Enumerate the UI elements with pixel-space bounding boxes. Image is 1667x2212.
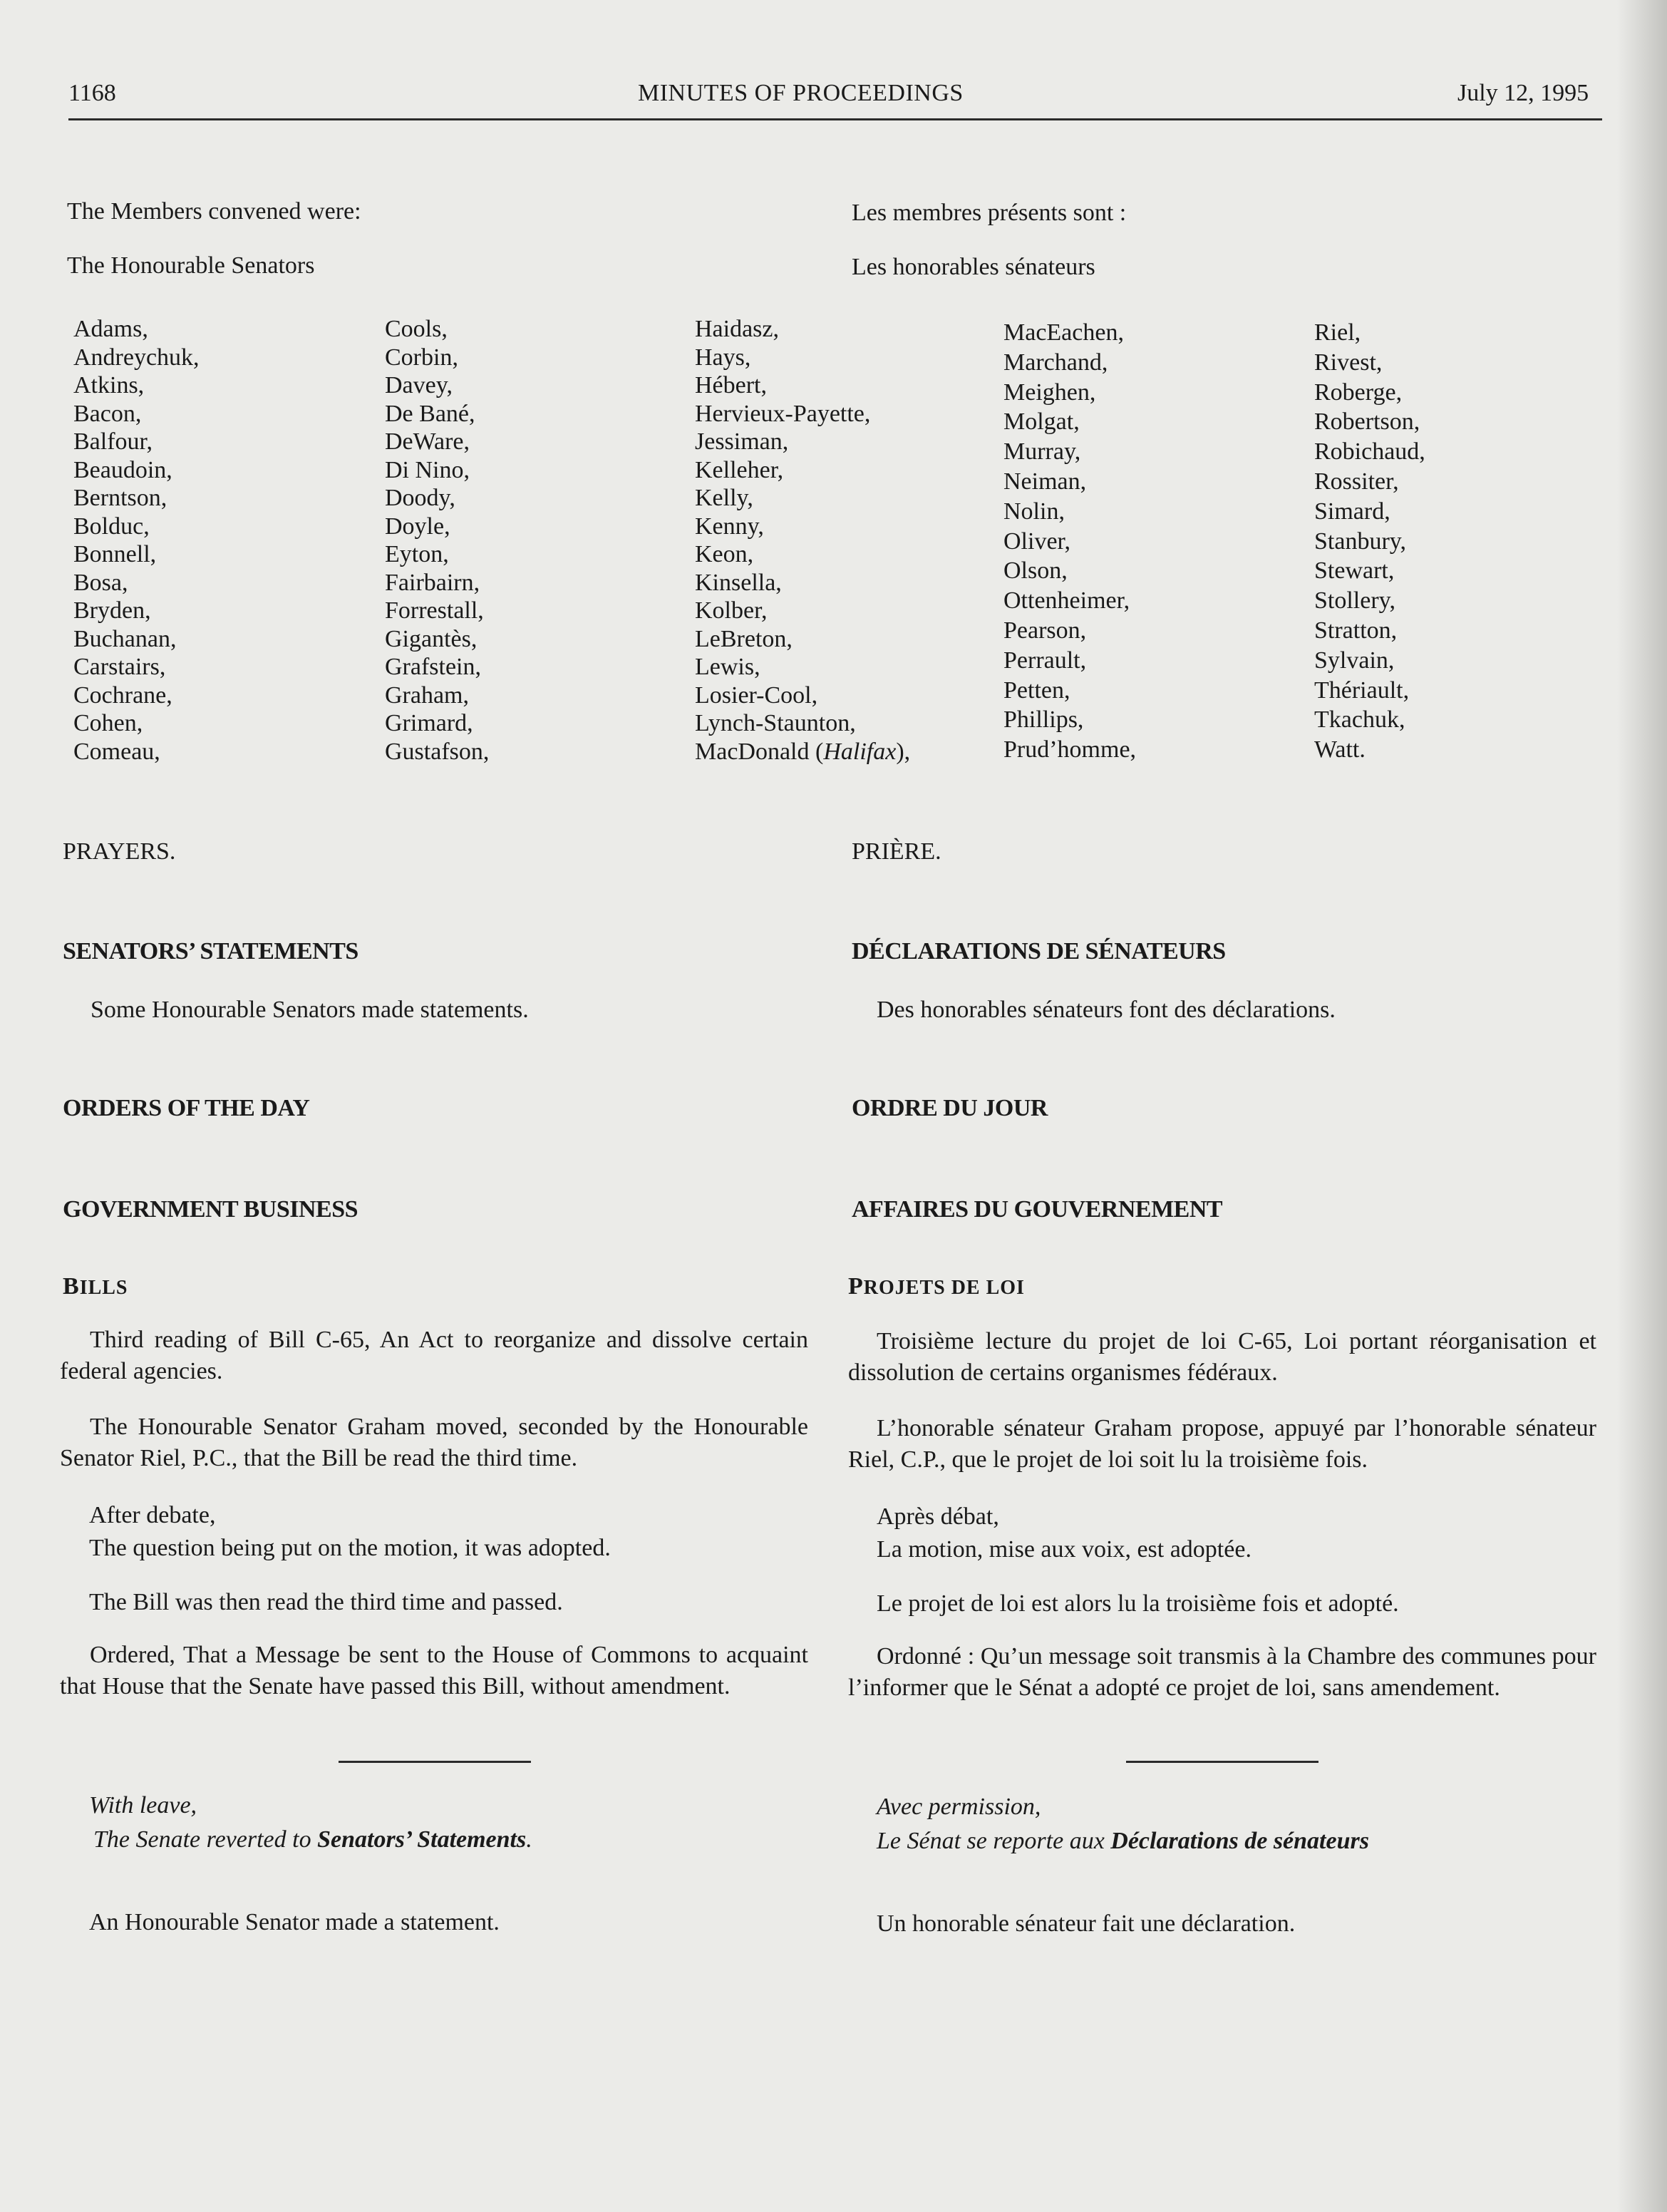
senator-name: Forrestall, [385,597,484,624]
senator-name: Cools, [385,316,448,342]
senator-name: Buchanan, [73,625,177,652]
senator-name: Cochrane, [73,681,172,709]
members-intro-en: The Members convened were: [67,198,361,225]
senator-names-column-1 [73,315,200,766]
senator-name: Doody, [385,485,455,511]
senator-name: Bosa, [73,569,128,596]
reverted-en-suffix: . [526,1826,532,1853]
government-heading-en: GOVERNMENT BUSINESS [63,1196,358,1223]
senator-name: Phillips, [1003,706,1084,734]
reverted-en [93,1826,532,1853]
senator-name: Gustafson, [385,738,490,765]
senator-name: Sylvain, [1314,647,1395,674]
senator-name: Kenny, [695,513,764,540]
senator-name: Hervieux-Payette, [695,400,871,427]
senator-name: Davey, [385,372,453,398]
senator-name: Bolduc, [73,513,150,540]
senator-names-column-2 [385,315,489,766]
question-adopted-fr: La motion, mise aux voix, est adoptée. [877,1536,1251,1563]
senator-name: Jessiman, [695,428,789,455]
senator-name: Kolber, [695,597,768,624]
senator-name: Riel, [1314,319,1361,346]
senator-name: Fairbairn, [385,569,480,596]
moved-fr: L’honorable sénateur Graham propose, appuyé par l’honorable sénateur Riel, C.P., que le projet de loi soit lu la troisième fois. [848,1415,1596,1473]
senator-name: Simard, [1314,498,1390,525]
senator-name: Kelleher, [695,456,784,483]
senator-name: Molgat, [1003,408,1080,436]
senator-name: Andreychuk, [73,344,200,371]
senator-names-column-4 [1003,318,1136,765]
reverted-fr-prefix: Le Sénat se reporte aux [877,1828,1111,1854]
senator-name: Bonnell, [73,541,157,567]
prayers-en: PRAYERS. [63,838,176,865]
running-date: July 12, 1995 [1457,80,1589,106]
with-leave-en: With leave, [89,1792,197,1819]
orders-heading-en: ORDERS OF THE DAY [63,1095,310,1121]
bill-passed-fr: Le projet de loi est alors lu la troisième fois et adopté. [877,1590,1399,1617]
senator-name: DeWare, [385,428,470,455]
senator-name: Bryden, [73,597,151,624]
statements-text-fr: Des honorables sénateurs font des déclarations. [877,997,1336,1023]
senator-name: Comeau, [73,738,160,765]
statements-heading-en: SENATORS’ STATEMENTS [63,938,358,964]
header-rule [68,118,1602,120]
senators-group-fr: Les honorables sénateurs [852,254,1095,280]
senator-names-column-3 [695,315,910,766]
senator-name: Thériault, [1314,677,1410,704]
senator-name: Kelly, [695,485,753,511]
orders-heading-fr: ORDRE DU JOUR [852,1095,1048,1121]
senators-group-en: The Honourable Senators [67,252,315,279]
reverted-en-prefix: The Senate reverted to [93,1826,318,1853]
senator-name: Hays, [695,344,751,371]
senator-name: De Bané, [385,400,475,427]
senator-name: Robertson, [1314,408,1420,436]
senator-statement-en: An Honourable Senator made a statement. [89,1909,500,1935]
senator-name: Murray, [1003,438,1081,465]
senator-name: Hébert, [695,372,768,398]
senator-name: Cohen, [73,710,143,736]
senator-name: Keon, [695,541,754,567]
running-title: MINUTES OF PROCEEDINGS [638,80,964,106]
senator-name: Perrault, [1003,647,1087,674]
reverted-fr [877,1828,1369,1855]
senator-name: Tkachuk, [1314,706,1405,734]
senator-name: Haidasz, [695,316,780,342]
senator-name: Stratton, [1314,617,1398,644]
senator-name: Lynch-Staunton, [695,710,856,736]
statements-heading-fr: DÉCLARATIONS DE SÉNATEURS [852,938,1226,964]
third-reading-en: Third reading of Bill C-65, An Act to reorganize and dissolve certain federal agencies. [60,1327,808,1384]
senator-name: MacEachen, [1003,319,1124,346]
senator-name: Di Nino, [385,456,470,483]
senator-name-halifax: MacDonald (Halifax), [695,738,911,765]
page-edge-shadow [1617,0,1667,2212]
senator-name: Carstairs, [73,654,166,680]
senator-name: Graham, [385,681,470,709]
senator-name: LeBreton, [695,625,793,652]
senator-name: Rivest, [1314,349,1383,376]
senator-name: Stewart, [1314,557,1395,585]
with-leave-fr: Avec permission, [877,1794,1041,1820]
section-divider-fr [1126,1761,1318,1763]
senator-name: Adams, [73,316,148,342]
senator-name: Petten, [1003,677,1070,704]
third-reading-fr: Troisième lecture du projet de loi C-65, Loi portant réorganisation et dissolution de certains organismes fédéraux. [848,1328,1596,1386]
reverted-fr-bold: Déclarations de sénateurs [1110,1828,1369,1854]
senator-name: Bacon, [73,400,142,427]
senator-name: Ottenheimer, [1003,587,1130,614]
senator-name: Berntson, [73,485,167,511]
senator-statement-fr: Un honorable sénateur fait une déclaration. [877,1910,1296,1937]
senator-name: Watt. [1314,736,1366,763]
senator-name: Robichaud, [1314,438,1425,465]
senator-name: Atkins, [73,372,145,398]
senator-name: Prud’homme, [1003,736,1137,763]
government-heading-fr: AFFAIRES DU GOUVERNEMENT [852,1196,1223,1223]
bills-heading-initial: B [63,1273,80,1300]
ordered-message-en: Ordered, That a Message be sent to the House of Commons to acquaint that House that the Senate have passed this Bill, without amendment. [60,1642,808,1699]
senator-name: Balfour, [73,428,153,455]
bill-passed-en: The Bill was then read the third time and passed. [89,1589,563,1615]
senator-name: Kinsella, [695,569,782,596]
senator-name: Grimard, [385,710,473,736]
bills-heading-fr-rest: ROJETS DE LOI [863,1277,1025,1299]
statements-text-en: Some Honourable Senators made statements. [91,997,529,1023]
senator-name: Neiman, [1003,468,1087,495]
section-divider-en [339,1761,531,1763]
senator-name: Rossiter, [1314,468,1399,495]
senator-name: Beaudoin, [73,456,172,483]
senator-names-column-5 [1314,318,1425,765]
members-intro-fr: Les membres présents sont : [852,200,1127,226]
ordered-message-fr: Ordonné : Qu’un message soit transmis à la Chambre des communes pour l’informer que le Sénat a adopté ce projet de loi, sans amendement. [848,1643,1596,1701]
senator-name: Nolin, [1003,498,1065,525]
moved-en: The Honourable Senator Graham moved, seconded by the Honourable Senator Riel, P.C., that the Bill be read the third time. [60,1414,808,1471]
senator-name: Oliver, [1003,528,1070,555]
senator-name: Stanbury, [1314,528,1407,555]
bills-heading-fr [848,1273,1025,1300]
bills-heading-fr-initial: P [848,1273,864,1300]
bills-heading-en [63,1273,128,1300]
senator-name: Gigantès, [385,625,478,652]
senator-name: Corbin, [385,344,458,371]
senator-name: Marchand, [1003,349,1108,376]
senator-name: Meighen, [1003,379,1096,406]
place-name-italic: Halifax [823,738,897,765]
page-number: 1168 [68,80,116,106]
reverted-en-bold: Senators’ Statements [317,1826,527,1853]
after-debate-en: After debate, [89,1502,216,1528]
senator-name: Olson, [1003,557,1068,585]
senator-name: Eyton, [385,541,449,567]
senator-name: Doyle, [385,513,450,540]
senator-name: Losier-Cool, [695,681,818,709]
question-adopted-en: The question being put on the motion, it was adopted. [89,1535,611,1561]
senator-name: Grafstein, [385,654,482,680]
senator-name: Lewis, [695,654,760,680]
prayers-fr: PRIÈRE. [852,838,941,865]
bills-heading-rest: ILLS [79,1277,128,1299]
senator-name: Pearson, [1003,617,1087,644]
after-debate-fr: Après débat, [877,1503,999,1530]
senator-name: Stollery, [1314,587,1395,614]
senator-name: Roberge, [1314,379,1403,406]
